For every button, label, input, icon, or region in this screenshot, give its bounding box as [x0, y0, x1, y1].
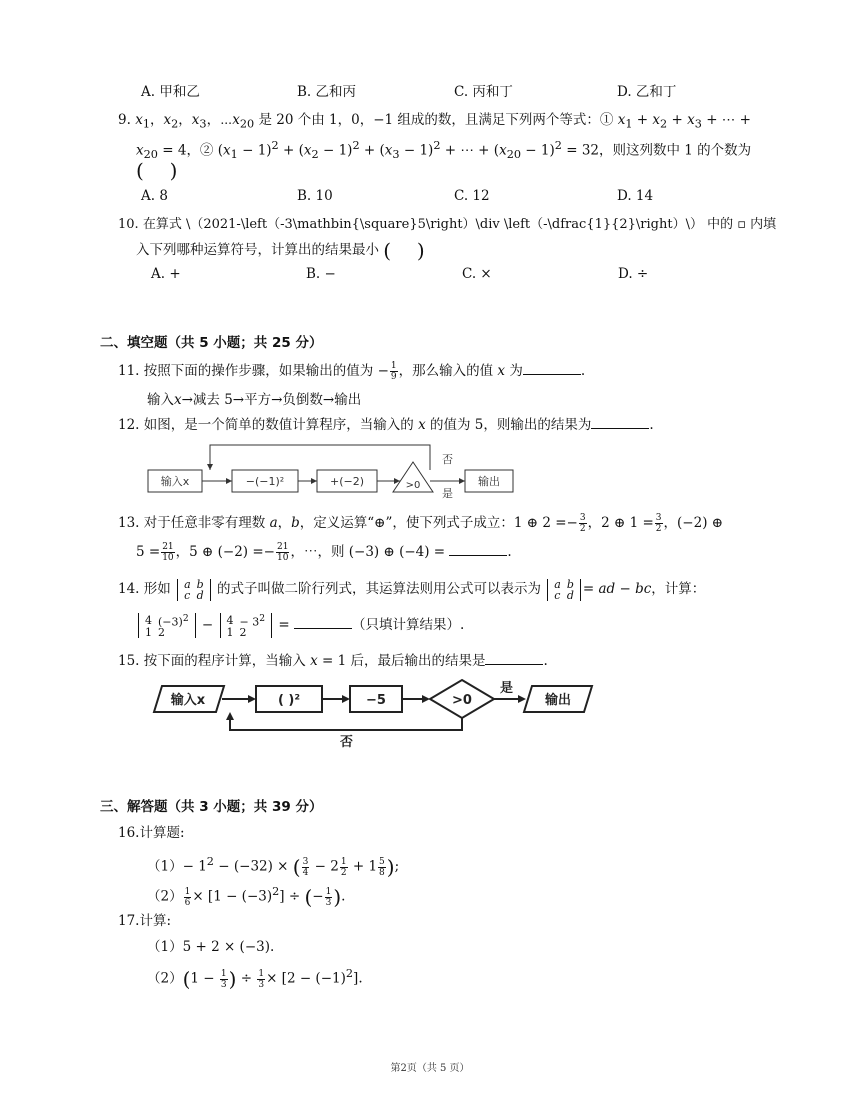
q14-number: 14. [118, 581, 140, 597]
q13-frac1-num: 3 [579, 513, 586, 523]
q14-line2: 4 $(-3)^2$ 1 2 − 4 − $3^2$ 1 2 = （只填计算结果）. [136, 611, 464, 639]
q10-line2: 入下列哪种运算符号，计算出的结果最小 ( ) [136, 238, 425, 263]
q11-line1: 11. 按照下面的操作步骤，如果输出的值为 − $\frac{1}{9}$ ，那么输入的值 x 为 . [118, 361, 586, 382]
q12-text-1: 如图，是一个简单的数值计算程序，当输入的 [143, 417, 414, 433]
q13-text-6: ，⋯，则 (−3) ⊕ (−4) = [290, 544, 446, 560]
q13-frac4-num: 21 [277, 542, 289, 552]
q13-frac3-den: 10 [162, 553, 174, 563]
q10-option-b: B. − [306, 266, 336, 282]
q15-line1: 15. 按下面的程序计算，当输入 x = 1 后，最后输出的结果是 . [118, 650, 548, 671]
q8-option-d: D. 乙和丁 [617, 84, 677, 100]
q17-part1: （1）5 + 2 × (−3). [147, 939, 275, 955]
q15-step1-label: ( )² [277, 693, 301, 708]
q14-determinant-generic: a b c d [177, 579, 211, 601]
q13-number: 13. [118, 515, 140, 531]
q17-title-text: 计算: [139, 913, 172, 929]
q16-title-text: 计算题: [139, 825, 185, 841]
q14-text-2: 的式子叫做二阶行列式，其运算法则用公式可以表示为 [216, 581, 541, 597]
q12-answer-blank[interactable] [591, 414, 649, 429]
q15-no-label: 否 [340, 735, 354, 748]
q15-text-2: 后，最后输出的结果是 [350, 653, 486, 669]
q15-step2-label: −5 [366, 693, 386, 708]
q14-text-4: （只填计算结果）. [352, 617, 465, 633]
q13-text-4: 5 = [136, 544, 161, 560]
q15-flowchart [150, 676, 600, 748]
q8-option-b: B. 乙和丙 [297, 84, 357, 100]
q11-text-3: 为 [509, 363, 523, 379]
q14-determinant-formula: a b c d [547, 579, 581, 601]
q9-option-b: B. 10 [297, 188, 333, 204]
q14-determinant-1: 4 $(-3)^2$ 1 2 [138, 613, 196, 639]
q9-line1: 9. $x_1$，$x_2$，$x_3$，$\cdots x_{20}$ 是 20 个由 1，0，−1 组成的数，且满足下列两个等式：① $x_1 + x_2 + x_3$ + ⋯ + [118, 112, 751, 131]
q9-number: 9. [118, 112, 131, 128]
section-2-heading: 二、填空题（共 5 小题；共 25 分） [100, 335, 323, 351]
q10-line1 [118, 215, 776, 235]
q10-text-2: 入下列哪种运算符号，计算出的结果最小 [136, 242, 379, 258]
q15-number: 15. [118, 653, 140, 669]
q8-option-a: A. 甲和乙 [141, 84, 200, 100]
q14-line1 [118, 576, 705, 602]
q17-number: 17. [118, 913, 140, 929]
q13-text-1: 对于任意非零有理数 𝑎，𝑏，定义运算“⊕”，使下列式子成立：1 ⊕ 2 =− [143, 515, 578, 531]
q13-frac2-num: 3 [655, 513, 662, 523]
q10-option-d: D. ÷ [618, 266, 649, 282]
q16-number: 16. [118, 825, 140, 841]
q13-text-5: ，5 ⊕ (−2) =− [175, 544, 275, 560]
q12-step2-label: +(−2) [329, 475, 365, 488]
q13-frac3-num: 21 [162, 542, 174, 552]
page-footer: 第2页（共 5 页） [390, 1063, 470, 1074]
q14-text-3: = 𝑎𝑑 − 𝑏𝑐，计算： [582, 581, 706, 597]
q16-part1-label: （1） [147, 858, 183, 875]
q10-option-c: C. × [462, 266, 492, 282]
q16-part1: $(1)- 1^2 - (-32)$ × ( $\frac{3}{4}$ − 2 $\frac{1}{2}$ + 1 $\frac{5}{8}$ ); [147, 855, 400, 879]
q8-option-c: C. 丙和丁 [454, 84, 513, 100]
q12-number: 12. [118, 417, 140, 433]
q13-frac4-den: 10 [277, 553, 289, 563]
q10-number: 10. [118, 217, 139, 232]
q12-no-label: 否 [442, 453, 453, 466]
q17-part2: （2）(1 − $\frac{1}{3}$ ) ÷ $\frac{1}{3}$ × $[2 - (-1)^2]$. [147, 967, 363, 991]
q16-title [118, 823, 185, 843]
q14-determinant-2: 4 − $3^2$ 1 2 [220, 613, 273, 639]
q17-title [118, 911, 171, 931]
q9-text-2: ，② [186, 142, 214, 159]
q13-frac2-den: 2 [655, 524, 662, 534]
q12-step1-label: −(−1)² [245, 475, 285, 488]
q10-text-1: 在算式 \（2021-\left（-3\mathbin{\square}5\right）\div \left（-\dfrac{1}{2}\right）\） 中的 ▫ 内填 [142, 217, 777, 232]
q13-line2: 5 = $\frac{21}{10}$ ，5 ⊕ (−2) =− $\frac{21}{10}$ ，⋯，则 (−3) ⊕ (−4) = . [136, 542, 512, 563]
q9-option-a: A. 8 [141, 188, 168, 204]
q17-part2-label: （2） [147, 970, 183, 987]
q10-option-a: A. + [151, 266, 181, 282]
q12-condition-label: >0 [405, 480, 421, 491]
q12-yes-label: 是 [442, 487, 453, 500]
section-3-heading: 三、解答题（共 3 小题；共 39 分） [100, 799, 323, 815]
q9-text-1: 是 20 个由 1，0，−1 组成的数，且满足下列两个等式：① [258, 112, 614, 128]
q11-text-2: ，那么输入的值 [398, 363, 494, 379]
q12-line1: 12. 如图，是一个简单的数值计算程序，当输入的 x 的值为 5，则输出的结果为 . [118, 414, 654, 435]
q13-line1 [118, 513, 723, 534]
q15-input-label: 输入x [170, 693, 206, 708]
q11-text-1: 按照下面的操作步骤，如果输出的值为 − [143, 363, 389, 379]
q12-text-2: 的值为 5，则输出的结果为 [430, 417, 592, 433]
q11-fraction: $\frac{1}{9}$ [390, 361, 397, 382]
q13-text-3: ，(−2) ⊕ [663, 515, 724, 531]
q12-input-label: 输入x [160, 475, 190, 488]
q15-text-1: 按下面的程序计算，当输入 [143, 653, 306, 669]
q9-text-3: ，则这列数中 1 的个数为 [599, 142, 752, 159]
q12-output-label: 输出 [478, 475, 500, 488]
q11-number: 11. [118, 363, 140, 379]
q16-part2-label: （2） [147, 888, 183, 905]
q13-frac1-den: 2 [579, 524, 586, 534]
q9-option-d: D. 14 [617, 188, 654, 204]
q11-steps: 输入𝑥→减去 5→平方→负倒数→输出 [147, 392, 362, 408]
q9-option-c: C. 12 [454, 188, 490, 204]
q13-text-2: ，2 ⊕ 1 = [587, 515, 654, 531]
q9-paren: ( ) [136, 158, 178, 183]
q15-condition-label: >0 [452, 693, 472, 708]
q13-answer-blank[interactable] [449, 541, 507, 556]
q15-output-label: 输出 [544, 693, 572, 708]
q9-line2: $x_{20} = 4$，② $(x_1 - 1)^2 + (x_2 - 1)^2 + (x_3 - 1)^2$ + ⋯ + $(x_{20} - 1)^2 = 32$，则这列数中 1 的个数为 [136, 139, 752, 162]
q14-answer-blank[interactable] [294, 614, 352, 629]
q14-text-1: 形如 [143, 581, 171, 597]
q15-yes-label: 是 [500, 681, 514, 696]
q16-part2: （2） $\frac{1}{6}$ × $[1 - (-3)^2]$ ÷ (− $\frac{1}{3}$ ). [147, 885, 346, 909]
q11-answer-blank[interactable] [523, 360, 581, 375]
q12-flowchart [140, 440, 525, 500]
q15-answer-blank[interactable] [485, 650, 543, 665]
